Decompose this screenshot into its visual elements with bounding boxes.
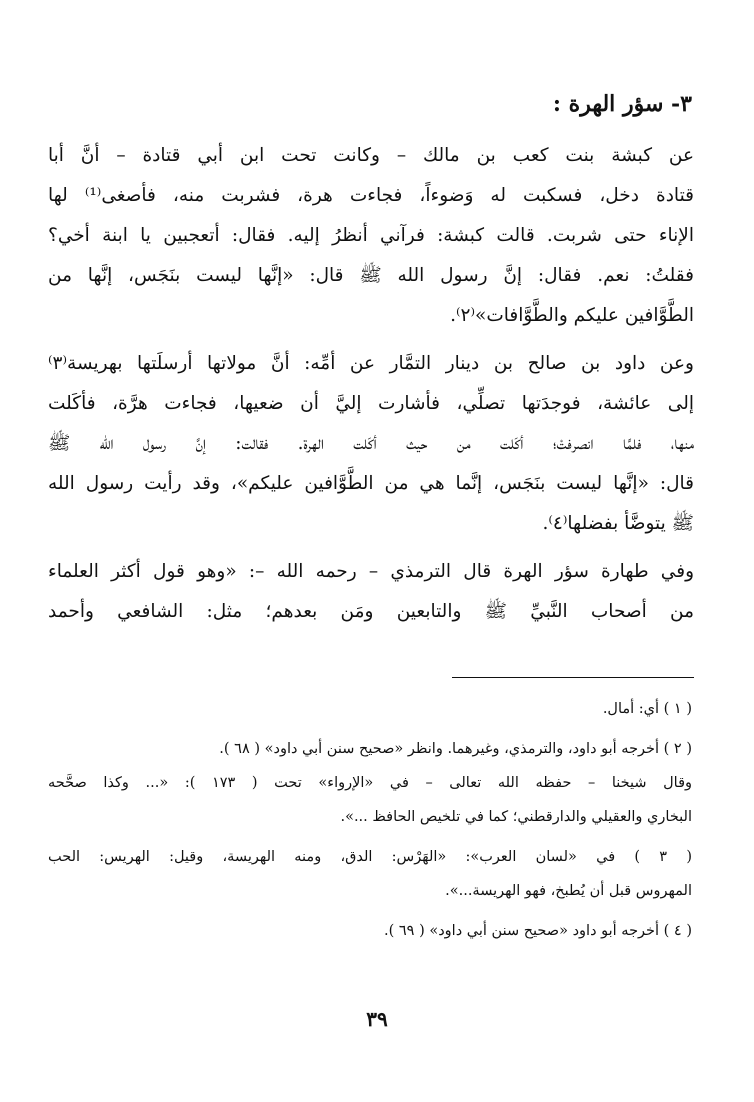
paragraph-1 — [48, 136, 694, 336]
text-line: قتادة دخل، فسكبت له وَضوءاً، فجاءت هرة، فشربت منه، فأصغى⁽¹⁾ لها — [48, 185, 694, 206]
text-line: ﷺ يتوضَّأ بفضلها⁽٤⁾. — [542, 513, 694, 534]
page-number: ٣٩ — [366, 1007, 388, 1031]
text-line: فقلتُ: نعم. فقال: إنَّ رسول الله ﷺ قال: «إنَّها ليست بنَجَس، إنَّها من — [48, 265, 694, 286]
footnote-line: ( ٢ ) أخرجه أبو داود، والترمذي، وغيرهما. وانظر «صحيح سنن أبي داود» ( ٦٨ ). — [219, 741, 692, 757]
text-line: الطَّوَّافين عليكم والطَّوَّافات»⁽٢⁾. — [450, 305, 694, 326]
footnote-line: المهروس قبل أن يُطبخ، فهو الهريسة...». — [445, 883, 692, 899]
text-line: وفي طهارة سؤر الهرة قال الترمذي – رحمه الله –: «وهو قول أكثر العلماء — [48, 561, 694, 582]
footnote-line: ( ٣ ) في «لسان العرب»: «الهَرْس: الدق، ومنه الهريسة، وقيل: الهريس: الحب — [48, 849, 692, 865]
footnote-1 — [48, 692, 692, 726]
footnote-3 — [48, 840, 692, 908]
footnote-line: ( ١ ) أي: أمال. — [602, 701, 692, 717]
paragraph-2 — [48, 344, 694, 544]
footnote-line: البخاري والعقيلي والدارقطني؛ كما في تلخيص الحافظ ...». — [340, 809, 692, 825]
footnote-divider — [452, 677, 694, 678]
text-line: الإناء حتى شربت. قالت كبشة: فرآني أنظرُ إليه. فقال: أتعجبين يا ابنة أخي؟ — [48, 225, 694, 246]
main-text — [48, 136, 694, 640]
text-line: إلى عائشة، فوجدَتها تصلِّي، فأشارت إليَّ أن ضعيها، فجاءت هرَّة، فأكَلت — [48, 393, 694, 414]
footnote-2 — [48, 732, 692, 834]
text-line: منها، فلمَّا انصرفتْ؛ أكَلت من حيث أكَلت الهرة. فقالت: إنَّ رسول الله ﷺ — [48, 433, 694, 454]
paragraph-3 — [48, 552, 694, 632]
footnotes — [48, 692, 692, 954]
footnote-line: وقال شيخنا – حفظه الله تعالى – في «الإرواء» تحت ( ١٧٣ ): «... وكذا صحَّحه — [48, 775, 693, 791]
section-heading: ٣- سؤر الهرة : — [552, 91, 692, 117]
footnote-4 — [48, 914, 692, 948]
text-line: وعن داود بن صالح بن دينار التمَّار عن أمِّه: أنَّ مولاتها أرسلَتها بهريسة⁽٣⁾ — [48, 353, 694, 374]
text-line: من أصحاب النَّبيِّ ﷺ والتابعين ومَن بعدهم؛ مثل: الشافعي وأحمد — [48, 601, 694, 622]
text-line: عن كبشة بنت كعب بن مالك – وكانت تحت ابن أبي قتادة – أنَّ أبا — [48, 145, 694, 166]
text-line: قال: «إنَّها ليست بنَجَس، إنَّما هي من الطَّوَّافين عليكم»، وقد رأيت رسول الله — [48, 473, 694, 494]
footnote-line: ( ٤ ) أخرجه أبو داود «صحيح سنن أبي داود» ( ٦٩ ). — [384, 923, 692, 939]
